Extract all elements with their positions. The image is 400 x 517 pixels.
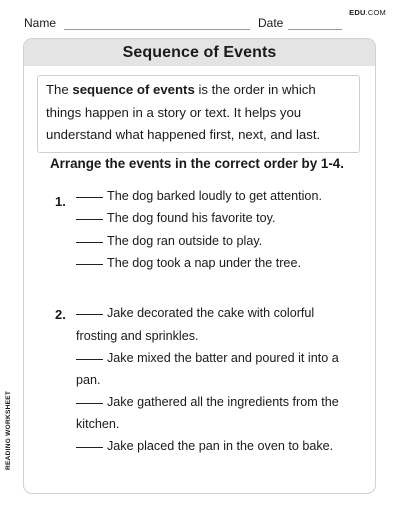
event-text: Jake mixed the batter and poured it into a — [107, 351, 339, 365]
question-2-line-7 — [76, 439, 333, 453]
question-2-number: 2. — [55, 307, 66, 322]
side-label: READING WORKSHEET — [5, 390, 12, 470]
event-text: Jake placed the pan in the oven to bake. — [107, 439, 334, 453]
question-1-line-4 — [76, 256, 301, 270]
event-text: The dog took a nap under the tree. — [107, 256, 301, 270]
brand-logo — [349, 8, 386, 17]
answer-blank[interactable] — [76, 447, 103, 448]
date-label: Date — [258, 16, 284, 30]
event-text: The dog ran outside to play. — [107, 234, 263, 248]
question-2-line-3 — [76, 351, 339, 365]
event-text: Jake gathered all the ingredients from the — [107, 395, 339, 409]
answer-blank[interactable] — [76, 264, 103, 265]
date-field-line[interactable] — [288, 29, 342, 30]
answer-blank[interactable] — [76, 242, 103, 243]
title-bar — [24, 39, 375, 66]
event-text: The dog found his favorite toy. — [107, 211, 276, 225]
name-field-line[interactable] — [64, 29, 250, 30]
definition-term: sequence of events — [72, 82, 195, 97]
question-1-line-2 — [76, 211, 275, 225]
answer-blank[interactable] — [76, 197, 103, 198]
event-text: Jake decorated the cake with colorful — [107, 306, 315, 320]
event-text: The dog barked loudly to get attention. — [107, 189, 322, 203]
page-title: Sequence of Events — [122, 43, 277, 61]
question-1-number: 1. — [55, 194, 66, 209]
worksheet-panel — [23, 38, 376, 494]
name-label: Name — [24, 16, 57, 30]
brand-main: EDU — [349, 8, 366, 17]
question-2-line-6: kitchen. — [76, 417, 120, 431]
question-2-line-2: frosting and sprinkles. — [76, 329, 199, 343]
definition-text-start: The — [46, 82, 73, 97]
header-row — [24, 14, 376, 34]
definition-box — [37, 75, 360, 153]
definition-text-end: is the order in which things happen in a story or text. It helps you understand what happened first, next, and last. — [46, 82, 321, 142]
instruction-text: Arrange the events in the correct order by 1-4. — [50, 156, 344, 171]
answer-blank[interactable] — [76, 314, 103, 315]
question-1-line-3 — [76, 234, 262, 248]
question-1-line-1 — [76, 189, 322, 203]
question-2-line-1 — [76, 306, 314, 320]
question-2-line-5 — [76, 395, 339, 409]
answer-blank[interactable] — [76, 359, 103, 360]
question-2-line-4: pan. — [76, 373, 101, 387]
brand-suffix: .COM — [365, 8, 386, 17]
answer-blank[interactable] — [76, 219, 103, 220]
answer-blank[interactable] — [76, 403, 103, 404]
